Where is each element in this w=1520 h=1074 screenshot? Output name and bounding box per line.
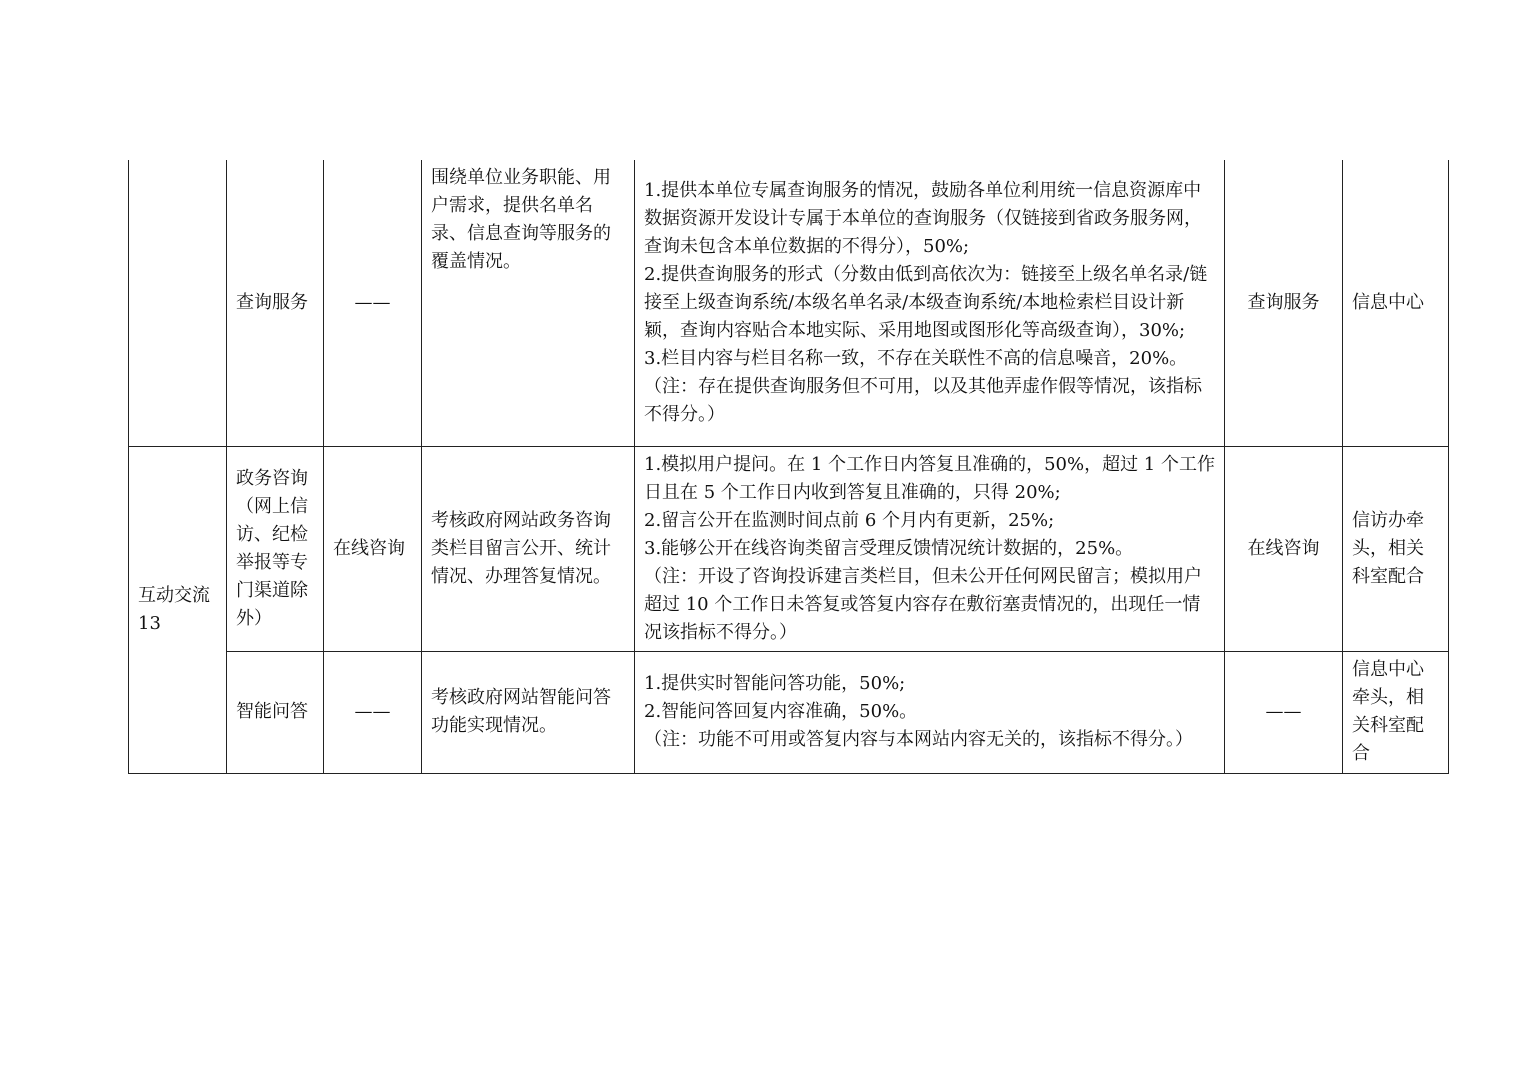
criteria-note: （注：开设了咨询投诉建言类栏目，但未公开任何网民留言；模拟用户超过 10 个工作日未答复或答复内容存在敷衍塞责情况的，出现任一情况该指标不得分。） — [644, 565, 1202, 643]
criteria-item: 3.能够公开在线咨询类留言受理反馈情况统计数据的，25%。 — [644, 537, 1134, 559]
criteria-list — [644, 670, 1215, 726]
column-name-cell: —— — [1225, 651, 1343, 773]
category-cell: 互动交流 13 — [129, 446, 227, 773]
responsible-cell: 信息中心牵头，相关科室配合 — [1343, 651, 1449, 773]
item-cell: 政务咨询（网上信访、纪检举报等专门渠道除外） — [227, 446, 324, 651]
criteria-item: 1.提供实时智能问答功能，50%; — [644, 673, 906, 694]
table-row-smart-qa — [129, 651, 1449, 773]
table-row-query-service — [129, 160, 1449, 446]
responsible-cell: 信息中心 — [1343, 160, 1449, 446]
column-name-cell: 在线咨询 — [1225, 446, 1343, 651]
criteria-item: 1.提供本单位专属查询服务的情况，鼓励各单位利用统一信息资源库中数据资源开发设计专属于本单位的查询服务（仅链接到省政务服务网，查询未包含本单位数据的不得分），50%; — [644, 179, 1202, 257]
criteria-cell — [635, 446, 1225, 651]
column-name-cell: 查询服务 — [1225, 160, 1343, 446]
item-cell: 查询服务 — [227, 160, 324, 446]
criteria-list — [644, 177, 1215, 373]
criteria-list — [644, 451, 1215, 563]
criteria-note: （注：存在提供查询服务但不可用，以及其他弄虚作假等情况，该指标不得分。） — [644, 375, 1202, 425]
responsible-cell: 信访办牵头，相关科室配合 — [1343, 446, 1449, 651]
evaluation-table — [128, 160, 1449, 774]
criteria-item: 2.智能问答回复内容准确，50%。 — [644, 701, 918, 722]
sub-item-cell: —— — [324, 160, 422, 446]
criteria-item: 3.栏目内容与栏目名称一致，不存在关联性不高的信息噪音，20%。 — [644, 347, 1188, 369]
criteria-note: （注：功能不可用或答复内容与本网站内容无关的，该指标不得分。） — [644, 729, 1193, 750]
sub-item-cell: —— — [324, 651, 422, 773]
criteria-item: 1.模拟用户提问。在 1 个工作日内答复且准确的，50%，超过 1 个工作日且在 5 个工作日内收到答复且准确的，只得 20%; — [644, 453, 1215, 503]
description-cell: 考核政府网站智能问答功能实现情况。 — [422, 651, 635, 773]
description-cell: 考核政府网站政务咨询类栏目留言公开、统计情况、办理答复情况。 — [422, 446, 635, 651]
criteria-cell — [635, 160, 1225, 446]
description-cell: 围绕单位业务职能、用户需求，提供名单名录、信息查询等服务的覆盖情况。 — [422, 160, 635, 446]
sub-item-cell: 在线咨询 — [324, 446, 422, 651]
criteria-item: 2.留言公开在监测时间点前 6 个月内有更新，25%; — [644, 509, 1055, 531]
category-cell-empty — [129, 160, 227, 446]
criteria-item: 2.提供查询服务的形式（分数由低到高依次为：链接至上级名单名录/链接至上级查询系统/本级名单名录/本级查询系统/本地检索栏目设计新颖，查询内容贴合本地实际、采用地图或图形化等高级查询），30%; — [644, 263, 1208, 341]
criteria-cell — [635, 651, 1225, 773]
table-row-online-consult — [129, 446, 1449, 651]
item-cell: 智能问答 — [227, 651, 324, 773]
